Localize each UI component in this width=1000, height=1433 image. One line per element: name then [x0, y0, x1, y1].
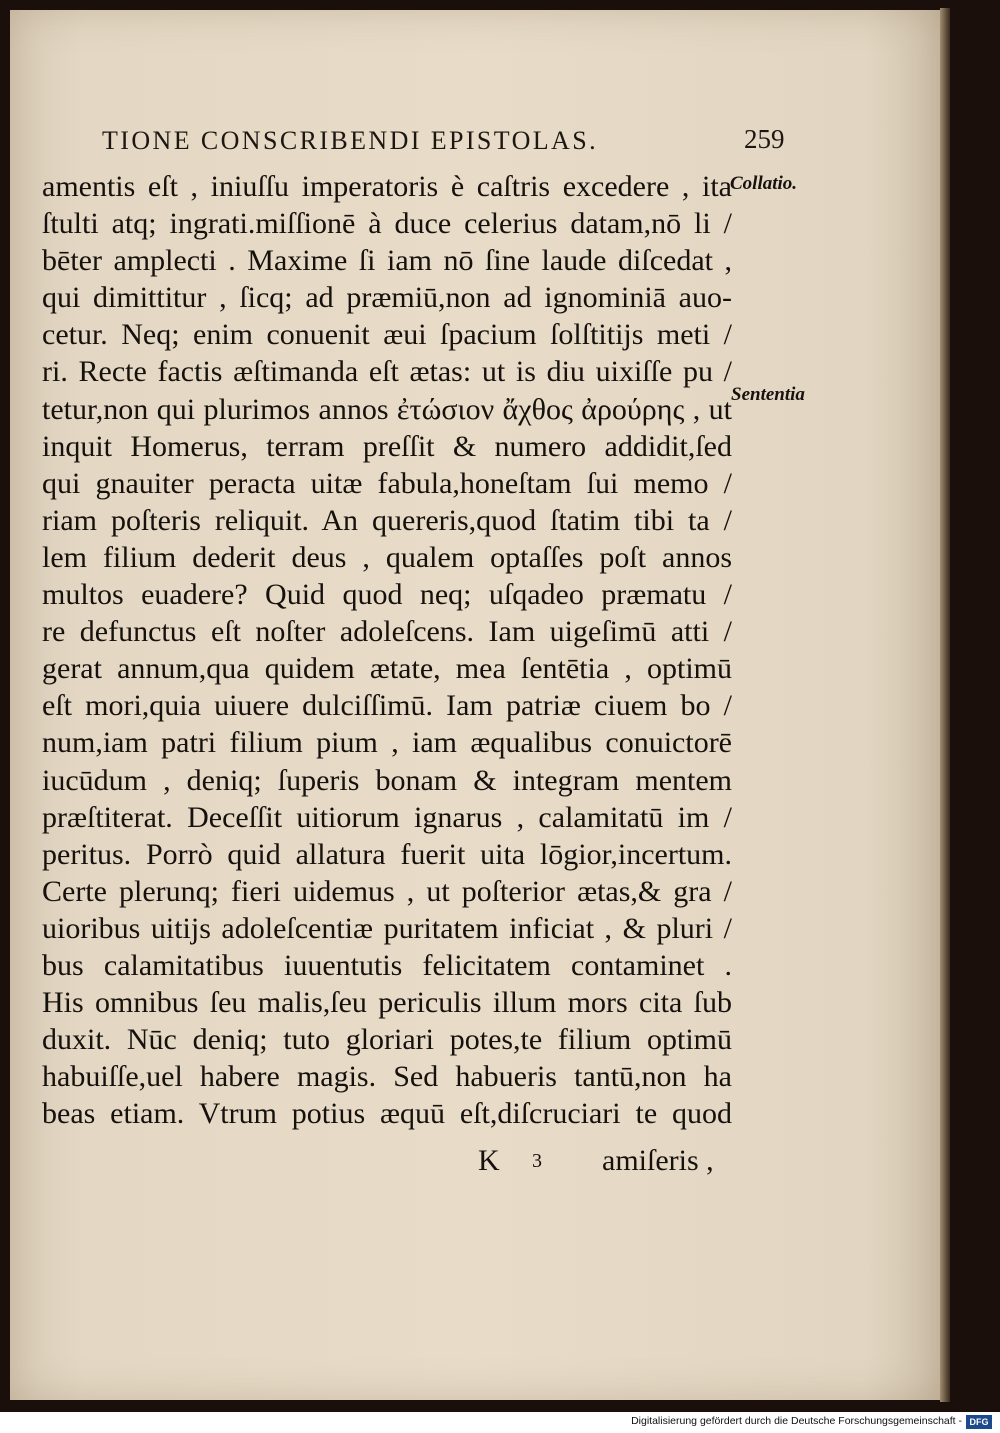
text-line: num,iam patri filium pium , iam æqualibus conuictorē: [42, 726, 732, 760]
signature-mark: K: [478, 1144, 500, 1177]
text-line: eſt mori,quia uiuere dulciſſimū. Iam patriæ ciuem bo /: [42, 689, 732, 723]
text-line: uioribus uitijs adoleſcentiæ puritatem inficiat , & pluri /: [42, 911, 732, 945]
running-header: [96, 126, 796, 160]
text-line: tetur,non qui plurimos annos ἐτώσιον ἄχθος ἀρούρης , ut: [42, 392, 732, 426]
text-line: gerat annum,qua quidem ætate, mea ſentētia , optimū: [42, 652, 732, 686]
text-line: lem filium dederit deus , qualem optaſſes poſt annos: [42, 540, 732, 574]
signature-number: 3: [532, 1150, 542, 1172]
text-line: re defunctus eſt noſter adoleſcens. Iam uigeſimū atti /: [42, 615, 732, 649]
text-line: bus calamitatibus iuuentutis felicitatem contaminet .: [42, 948, 732, 982]
marginal-note-sententia: Sententia: [731, 384, 805, 405]
text-line: amentis eſt , iniuſſu imperatoris è caſtris excedere , ita: [42, 170, 732, 203]
signature-line: [478, 1144, 738, 1184]
text-line: habuiſſe,uel habere magis. Sed habueris tantū,non ha: [42, 1060, 732, 1094]
text-line: qui dimittitur , ſicq; ad præmiū,non ad ignominiā auo-: [42, 281, 732, 315]
funding-credit: Digitalisierung gefördert durch die Deutsche Forschungsgemeinschaft -: [631, 1415, 962, 1427]
footer-bar: [0, 1412, 1000, 1433]
text-line: inquit Homerus, terram preſſit & numero addidit,ſed: [42, 429, 732, 463]
text-line: ri. Recte factis æſtimanda eſt ætas: ut is diu uixiſſe pu /: [42, 355, 732, 389]
page-number: 259: [744, 124, 785, 154]
marginal-note-collatio: Collatio.: [730, 173, 798, 194]
text-line: cetur. Neq; enim conuenit æui ſpacium ſolſtitijs meti /: [42, 318, 732, 352]
text-line: peritus. Porrò quid allatura fuerit uita lōgior,incertum.: [42, 837, 732, 871]
text-line: bēter amplecti . Maxime ſi iam nō ſine laude diſcedat ,: [42, 244, 732, 278]
text-line: multos euadere? Quid quod neq; uſqadeo præmatu /: [42, 578, 732, 612]
page-edge: [940, 8, 950, 1402]
text-line: His omnibus ſeu malis,ſeu periculis illum mors cita ſub: [42, 986, 732, 1020]
text-line: iucūdum , deniq; ſuperis bonam & integram mentem: [42, 763, 732, 797]
book-page: [10, 10, 940, 1400]
catchword: amiſeris ,: [602, 1144, 714, 1177]
body-text: [42, 168, 732, 1132]
text-line: qui gnauiter peracta uitæ fabula,honeſtam ſui memo /: [42, 466, 732, 500]
text-line: præſtiterat. Deceſſit uitiorum ignarus , calamitatū im /: [42, 800, 732, 834]
running-title: TIONE CONSCRIBENDI EPISTOLAS.: [102, 126, 598, 155]
dfg-logo: DFG: [966, 1415, 992, 1429]
text-line: duxit. Nūc deniq; tuto gloriari potes,te filium optimū: [42, 1023, 732, 1057]
text-line: riam poſteris reliquit. An quereris,quod ſtatim tibi ta /: [42, 503, 732, 537]
text-line: Certe plerunq; fieri uidemus , ut poſterior ætas,& gra /: [42, 874, 732, 908]
text-line: ſtulti atq; ingrati.miſſionē à duce celerius datam,nō li /: [42, 207, 732, 241]
text-line: beas etiam. Vtrum potius æquū eſt,diſcruciari te quod: [42, 1097, 732, 1131]
